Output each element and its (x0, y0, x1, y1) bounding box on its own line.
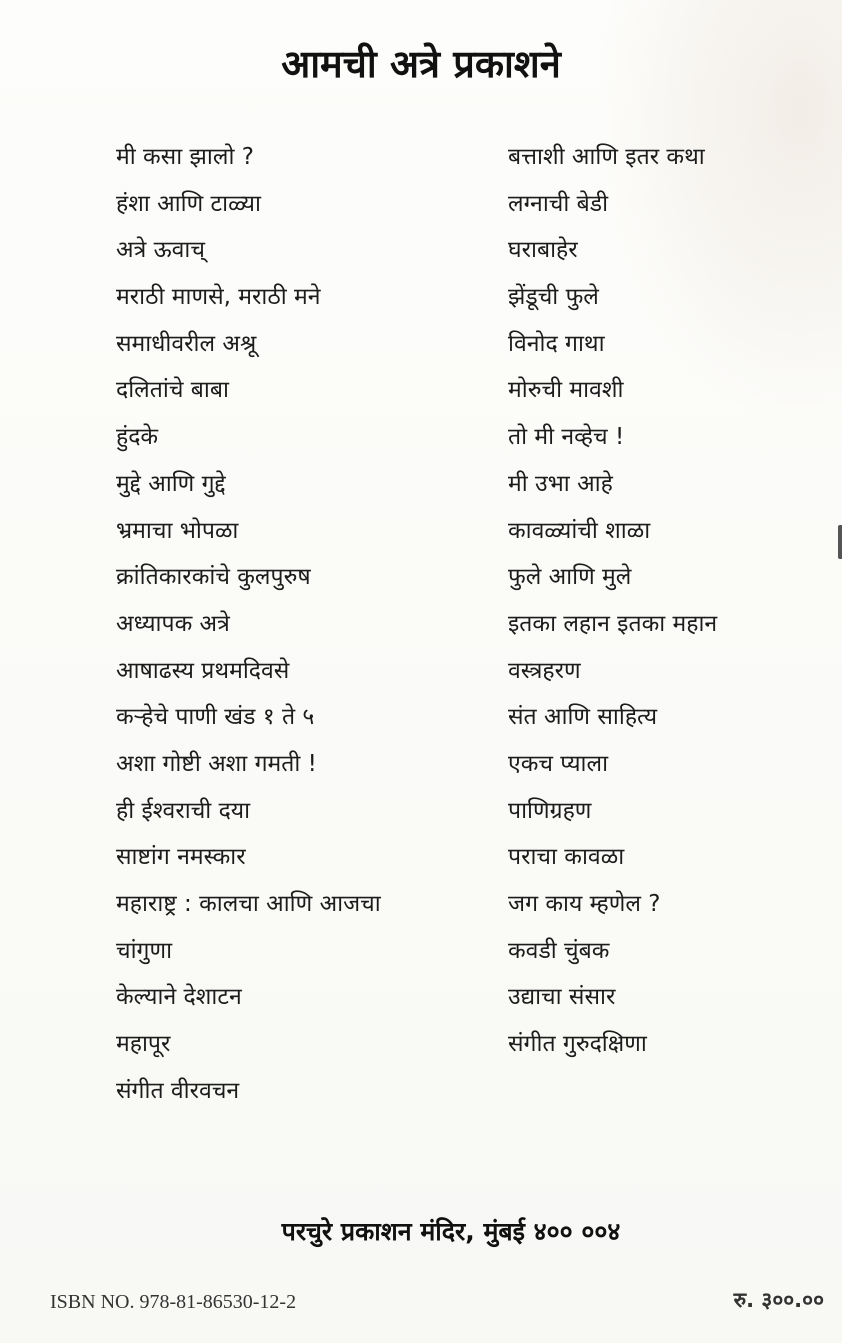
list-item: संत आणि साहित्य (508, 704, 658, 731)
list-item: महाराष्ट्र : कालचा आणि आजचा (116, 891, 381, 917)
list-item: वस्त्रहरण (508, 657, 581, 684)
list-item: मी कसा झालो ? (116, 144, 254, 170)
list-item: कावळ्यांची शाळा (508, 517, 651, 544)
list-item: अत्रे ऊवाच् (116, 237, 205, 264)
list-item: मोरुची मावशी (508, 377, 624, 404)
page-title: आमची अत्रे प्रकाशने (281, 42, 561, 86)
list-item: दलितांचे बाबा (116, 377, 229, 404)
list-item: मी उभा आहे (508, 470, 613, 497)
list-item: संगीत गुरुदक्षिणा (508, 1031, 647, 1058)
isbn-number: ISBN NO. 978-81-86530-12-2 (50, 1291, 297, 1313)
price-label: रु. ३००.०० (733, 1288, 824, 1312)
list-item: उद्याचा संसार (508, 984, 616, 1011)
list-item: पराचा कावळा (508, 844, 625, 871)
list-item: क्रांतिकारकांचे कुलपुरुष (116, 564, 311, 591)
list-item: हुंदके (116, 424, 159, 451)
list-item: साष्टांग नमस्कार (116, 844, 246, 871)
list-item: भ्रमाचा भोपळा (116, 517, 239, 544)
list-item: पाणिग्रहण (508, 797, 592, 824)
list-item: अध्यापक अत्रे (116, 610, 230, 637)
list-item: विनोद गाथा (508, 330, 605, 357)
list-item: समाधीवरील अश्रू (116, 330, 257, 357)
list-item: इतका लहान इतका महान (508, 610, 718, 637)
list-item: कवडी चुंबक (508, 937, 610, 964)
list-item: बत्ताशी आणि इतर कथा (508, 144, 705, 170)
page-edge-mark (838, 525, 842, 559)
list-item: हंशा आणि टाळ्या (116, 190, 261, 217)
book-list-right (508, 134, 828, 1068)
list-item: संगीत वीरवचन (116, 1077, 240, 1104)
list-item: लग्नाची बेडी (508, 190, 609, 217)
list-item: केल्याने देशाटन (116, 984, 242, 1011)
list-item: एकच प्याला (508, 750, 609, 777)
list-item: जग काय म्हणेल ? (508, 891, 661, 917)
book-list-left (116, 134, 496, 1114)
list-item: चांगुणा (116, 937, 173, 964)
list-item: अशा गोष्टी अशा गमती ! (116, 750, 317, 777)
publisher-line: परचुरे प्रकाशन मंदिर, मुंबई ४०० ००४ (281, 1217, 621, 1246)
list-item: तो मी नव्हेच ! (508, 424, 625, 451)
list-item: ही ईश्वराची दया (116, 797, 251, 824)
list-item: मराठी माणसे, मराठी मने (116, 284, 321, 311)
list-item: कऱ्हेचे पाणी खंड १ ते ५ (116, 704, 315, 731)
list-item: महापूर (116, 1031, 171, 1058)
list-item: मुद्दे आणि गुद्दे (116, 470, 226, 497)
list-item: आषाढस्य प्रथमदिवसे (116, 657, 290, 684)
list-item: झेंडूची फुले (508, 284, 599, 311)
list-item: घराबाहेर (508, 237, 578, 264)
list-item: फुले आणि मुले (508, 564, 632, 591)
